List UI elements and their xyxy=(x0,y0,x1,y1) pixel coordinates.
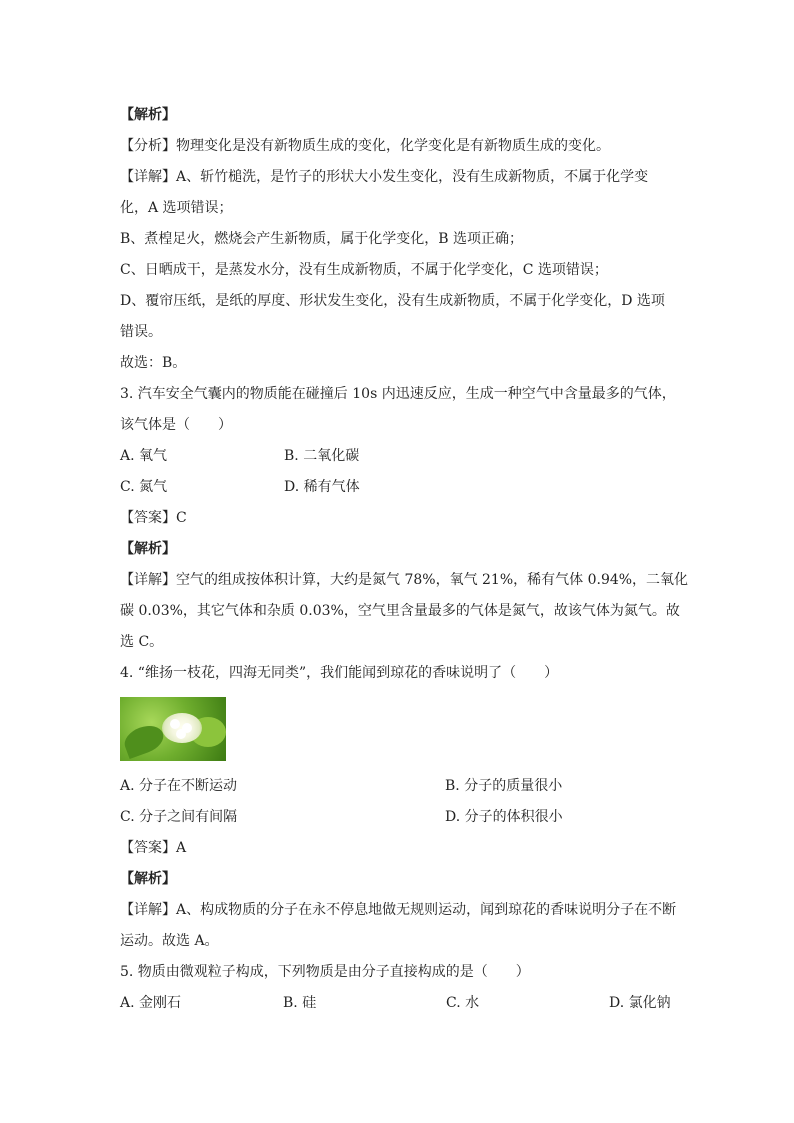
document-page xyxy=(120,100,689,1019)
detail-text: D、覆帘压纸，是纸的厚度、形状发生变化，没有生成新物质，不属于化学变化，D 选项 xyxy=(120,293,665,309)
detail-text: 化，A 选项错误； xyxy=(120,200,233,216)
question-5-options xyxy=(120,988,680,1019)
question-3-stem: 该气体是（ ） xyxy=(120,417,232,433)
analysis-text: 【分析】物理变化是没有新物质生成的变化，化学变化是有新物质生成的变化。 xyxy=(120,138,610,154)
question-5-stem: 5. 物质由微观粒子构成，下列物质是由分子直接构成的是（ ） xyxy=(120,964,530,980)
detail-text: 选 C。 xyxy=(120,634,164,650)
option-a: A. 金刚石 xyxy=(120,995,182,1011)
detail-text: 错误。 xyxy=(120,324,162,340)
option-b: B. 硅 xyxy=(283,995,317,1011)
petal-shape xyxy=(176,729,186,739)
analysis-heading: 【解析】 xyxy=(120,871,176,887)
analysis-heading: 【解析】 xyxy=(120,107,176,123)
leaf-shape xyxy=(121,721,167,759)
detail-text: B、煮楻足火，燃烧会产生新物质，属于化学变化，B 选项正确； xyxy=(120,231,524,247)
flower-photo xyxy=(120,697,226,761)
question-4-options xyxy=(120,771,680,802)
question-3-stem: 3. 汽车安全气囊内的物质能在碰撞后 10s 内迅速反应，生成一种空气中含量最多的气体， xyxy=(120,386,676,402)
conclusion-text: 故选：B。 xyxy=(120,355,187,371)
petal-shape xyxy=(170,719,180,729)
option-a: A. 氧气 xyxy=(120,448,168,464)
option-c: C. 氮气 xyxy=(120,479,168,495)
question-3-options xyxy=(120,441,680,472)
analysis-heading: 【解析】 xyxy=(120,541,176,557)
option-d: D. 氯化钠 xyxy=(609,995,671,1011)
option-d: D. 稀有气体 xyxy=(284,479,360,495)
detail-text: 【详解】A、构成物质的分子在永不停息地做无规则运动，闻到琼花的香味说明分子在不断 xyxy=(120,902,677,918)
option-c: C. 分子之间有间隔 xyxy=(120,809,238,825)
answer-text: 【答案】A xyxy=(120,840,187,856)
option-b: B. 二氧化碳 xyxy=(284,448,360,464)
question-4-stem: 4. “维扬一枝花，四海无同类”，我们能闻到琼花的香味说明了（ ） xyxy=(120,665,559,681)
option-c: C. 水 xyxy=(446,995,480,1011)
detail-text: 碳 0.03%，其它气体和杂质 0.03%，空气里含量最多的气体是氮气，故该气体为氮气。故 xyxy=(120,603,680,619)
option-b: B. 分子的质量很小 xyxy=(445,778,563,794)
detail-text: 【详解】A、斩竹槌洗，是竹子的形状大小发生变化，没有生成新物质，不属于化学变 xyxy=(120,169,649,185)
detail-text: 运动。故选 A。 xyxy=(120,933,219,949)
option-d: D. 分子的体积很小 xyxy=(445,809,563,825)
detail-text: C、日晒成干，是蒸发水分，没有生成新物质，不属于化学变化，C 选项错误； xyxy=(120,262,608,278)
detail-text: 【详解】空气的组成按体积计算，大约是氮气 78%，氧气 21%，稀有气体 0.94%，二氧化 xyxy=(120,572,689,588)
question-4-options xyxy=(120,802,680,833)
answer-text: 【答案】C xyxy=(120,510,187,526)
option-a: A. 分子在不断运动 xyxy=(120,778,238,794)
question-3-options xyxy=(120,472,680,503)
